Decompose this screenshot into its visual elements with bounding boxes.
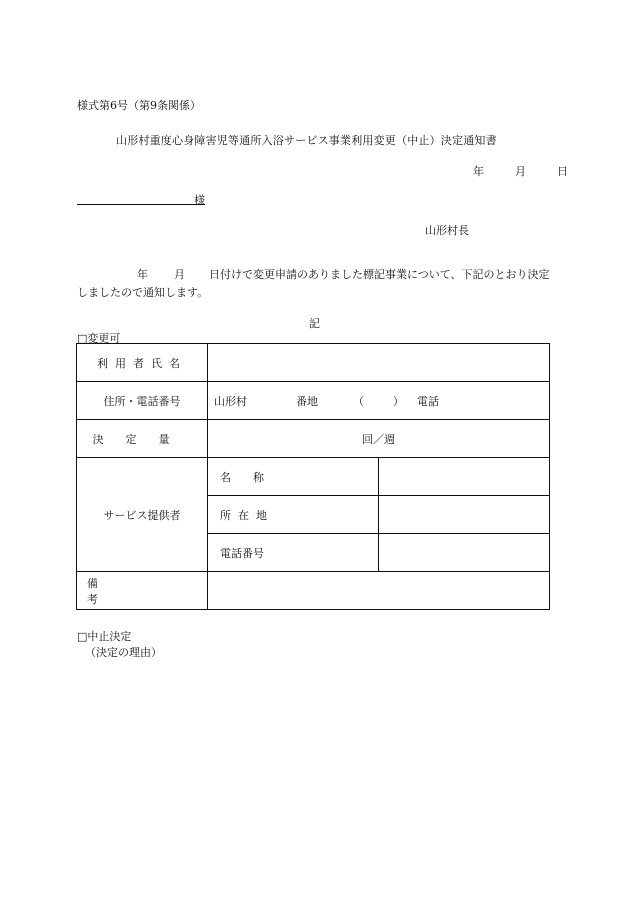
body-year: 年: [137, 268, 148, 281]
address-phone-field[interactable]: [208, 382, 550, 420]
address-phone-label: 住所・電話番号: [77, 382, 208, 420]
body-text-main: 日付けで変更申請のありました標記事業について、下記のとおり決定しましたので通知します。: [77, 268, 550, 299]
table-row: [77, 458, 550, 496]
date-line: [473, 163, 568, 179]
provider-phone-label: 電話番号: [208, 534, 379, 572]
provider-name-field[interactable]: [379, 458, 550, 496]
body-month: 月: [174, 268, 185, 281]
date-month: 月: [515, 165, 526, 178]
checkbox-approved[interactable]: □変更可: [77, 332, 121, 345]
cancel-reason: （決定の理由）: [85, 646, 162, 659]
user-name-field[interactable]: [208, 344, 550, 382]
remarks-field[interactable]: [208, 572, 550, 610]
provider-name-label: 名称: [208, 458, 379, 496]
table-row: [77, 344, 550, 382]
checkbox-cancel[interactable]: □中止決定: [77, 630, 132, 643]
ki-heading: 記: [309, 317, 320, 330]
address-phone: 電話: [417, 394, 439, 408]
provider-label: サービス提供者: [77, 458, 208, 572]
decision-amount-label: 決定量: [77, 420, 208, 458]
user-name-label: 利用者氏名: [77, 344, 208, 382]
remarks-label: 備考: [77, 572, 208, 610]
provider-location-field[interactable]: [379, 496, 550, 534]
date-day: 日: [557, 165, 568, 178]
address-banchi: 番地: [296, 394, 318, 408]
form-number: 様式第6号（第9条関係）: [77, 99, 201, 112]
body-text: [77, 266, 557, 302]
document-title: 山形村重度心身障害児等通所入浴サービス事業利用変更（中止）決定通知書: [116, 134, 497, 147]
decision-table: [76, 343, 550, 610]
provider-phone-field[interactable]: [379, 534, 550, 572]
table-row: [77, 420, 550, 458]
address-paren-close: ）: [393, 394, 404, 408]
date-year: 年: [473, 165, 484, 178]
addressee-suffix: 様: [194, 194, 205, 207]
address-paren-open: （: [353, 394, 364, 408]
decision-amount-value[interactable]: 回／週: [208, 420, 550, 458]
provider-location-label: 所在地: [208, 496, 379, 534]
issuer: 山形村長: [425, 224, 469, 237]
addressee-line: [77, 204, 205, 205]
table-row: [77, 572, 550, 610]
table-row: [77, 382, 550, 420]
address-village: 山形村: [214, 394, 247, 408]
